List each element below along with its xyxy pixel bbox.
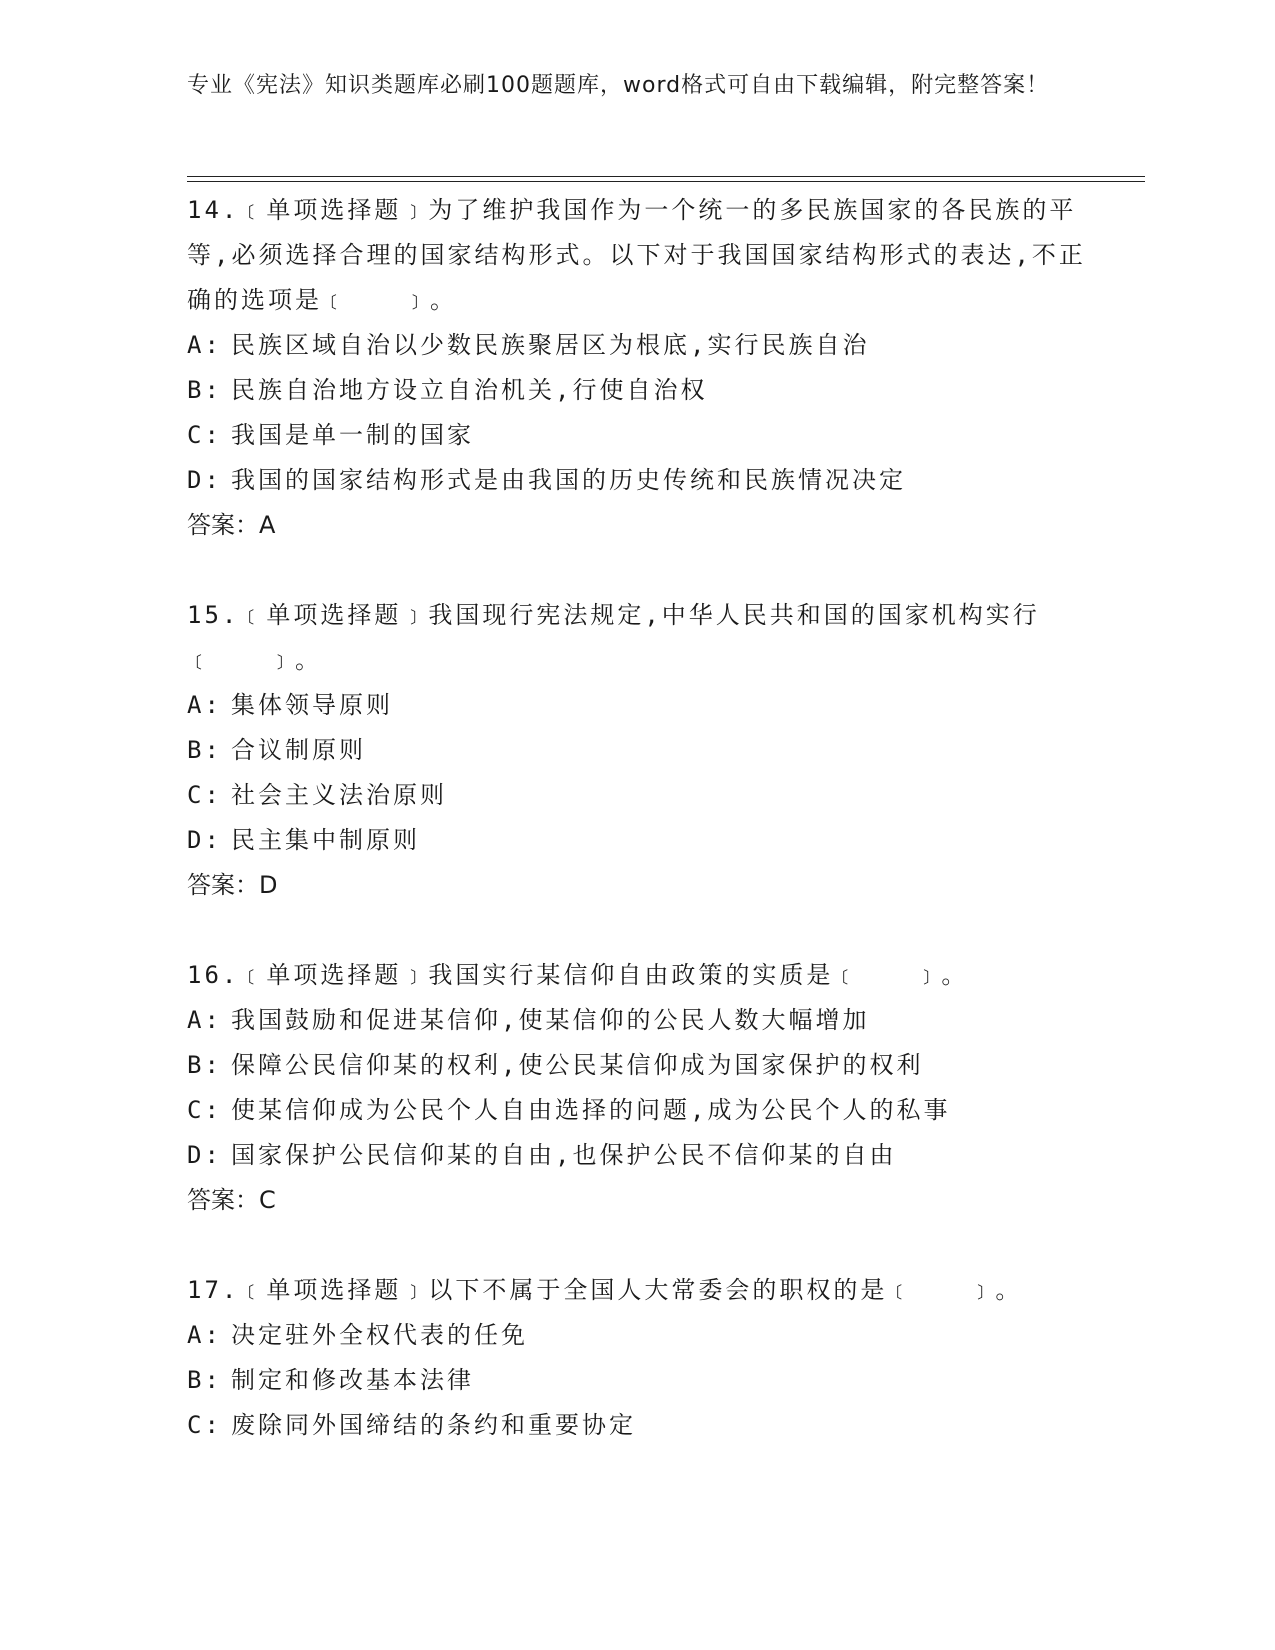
option-b bbox=[187, 728, 1087, 773]
option-label: B: bbox=[187, 736, 222, 764]
spacer bbox=[187, 1223, 1087, 1268]
option-label: B: bbox=[187, 1051, 222, 1079]
page-header bbox=[187, 70, 1067, 102]
option-text: 合议制原则 bbox=[231, 736, 366, 764]
option-a bbox=[187, 683, 1087, 728]
header-divider-bottom bbox=[187, 181, 1145, 182]
option-b bbox=[187, 1043, 1087, 1088]
question-17 bbox=[187, 1268, 1087, 1448]
option-label: C: bbox=[187, 421, 222, 449]
question-text: 15.﹝单项选择题﹞我国现行宪法规定,中华人民共和国的国家机构实行﹝ ﹞。 bbox=[187, 601, 1040, 674]
answer-line: 答案：A bbox=[187, 511, 276, 539]
option-label: D: bbox=[187, 466, 222, 494]
option-label: C: bbox=[187, 781, 222, 809]
option-text: 集体领导原则 bbox=[231, 691, 393, 719]
option-c bbox=[187, 773, 1087, 818]
question-text: 16.﹝单项选择题﹞我国实行某信仰自由政策的实质是﹝ ﹞。 bbox=[187, 961, 969, 989]
option-b bbox=[187, 1358, 1087, 1403]
option-text: 废除同外国缔结的条约和重要协定 bbox=[231, 1411, 636, 1439]
option-text: 社会主义法治原则 bbox=[231, 781, 447, 809]
header-divider-top bbox=[187, 176, 1145, 177]
option-a bbox=[187, 323, 1087, 368]
option-label: A: bbox=[187, 1006, 222, 1034]
header-title: 专业《宪法》知识类题库必刷100题题库，word格式可自由下载编辑，附完整答案！ bbox=[187, 73, 1050, 98]
question-15 bbox=[187, 593, 1087, 908]
option-text: 保障公民信仰某的权利,使公民某信仰成为国家保护的权利 bbox=[231, 1051, 924, 1079]
question-16 bbox=[187, 953, 1087, 1223]
spacer bbox=[187, 548, 1087, 593]
question-14 bbox=[187, 188, 1087, 548]
option-label: A: bbox=[187, 331, 222, 359]
spacer bbox=[187, 908, 1087, 953]
option-text: 使某信仰成为公民个人自由选择的问题,成为公民个人的私事 bbox=[231, 1096, 951, 1124]
option-c bbox=[187, 1088, 1087, 1133]
option-label: D: bbox=[187, 1141, 222, 1169]
option-label: D: bbox=[187, 826, 222, 854]
option-text: 民族自治地方设立自治机关,行使自治权 bbox=[231, 376, 708, 404]
option-a bbox=[187, 998, 1087, 1043]
option-label: A: bbox=[187, 691, 222, 719]
option-text: 民族区域自治以少数民族聚居区为根底,实行民族自治 bbox=[231, 331, 870, 359]
option-text: 制定和修改基本法律 bbox=[231, 1366, 474, 1394]
option-text: 国家保护公民信仰某的自由,也保护公民不信仰某的自由 bbox=[231, 1141, 897, 1169]
option-text: 我国鼓励和促进某信仰,使某信仰的公民人数大幅增加 bbox=[231, 1006, 870, 1034]
option-text: 决定驻外全权代表的任免 bbox=[231, 1321, 528, 1349]
option-text: 我国是单一制的国家 bbox=[231, 421, 474, 449]
option-label: B: bbox=[187, 376, 222, 404]
option-label: C: bbox=[187, 1096, 222, 1124]
answer-line: 答案：C bbox=[187, 1186, 276, 1214]
question-list bbox=[187, 188, 1087, 1448]
answer-line: 答案：D bbox=[187, 871, 278, 899]
option-c bbox=[187, 1403, 1087, 1448]
option-text: 民主集中制原则 bbox=[231, 826, 420, 854]
question-text: 14.﹝单项选择题﹞为了维护我国作为一个统一的多民族国家的各民族的平等,必须选择合理的国家结构形式。以下对于我国国家结构形式的表达,不正确的选项是﹝ ﹞。 bbox=[187, 196, 1086, 314]
option-text: 我国的国家结构形式是由我国的历史传统和民族情况决定 bbox=[231, 466, 906, 494]
option-c bbox=[187, 413, 1087, 458]
option-label: B: bbox=[187, 1366, 222, 1394]
option-b bbox=[187, 368, 1087, 413]
option-a bbox=[187, 1313, 1087, 1358]
option-d bbox=[187, 1133, 1087, 1178]
option-label: A: bbox=[187, 1321, 222, 1349]
option-d bbox=[187, 458, 1087, 503]
option-label: C: bbox=[187, 1411, 222, 1439]
question-text: 17.﹝单项选择题﹞以下不属于全国人大常委会的职权的是﹝ ﹞。 bbox=[187, 1276, 1023, 1304]
option-d bbox=[187, 818, 1087, 863]
